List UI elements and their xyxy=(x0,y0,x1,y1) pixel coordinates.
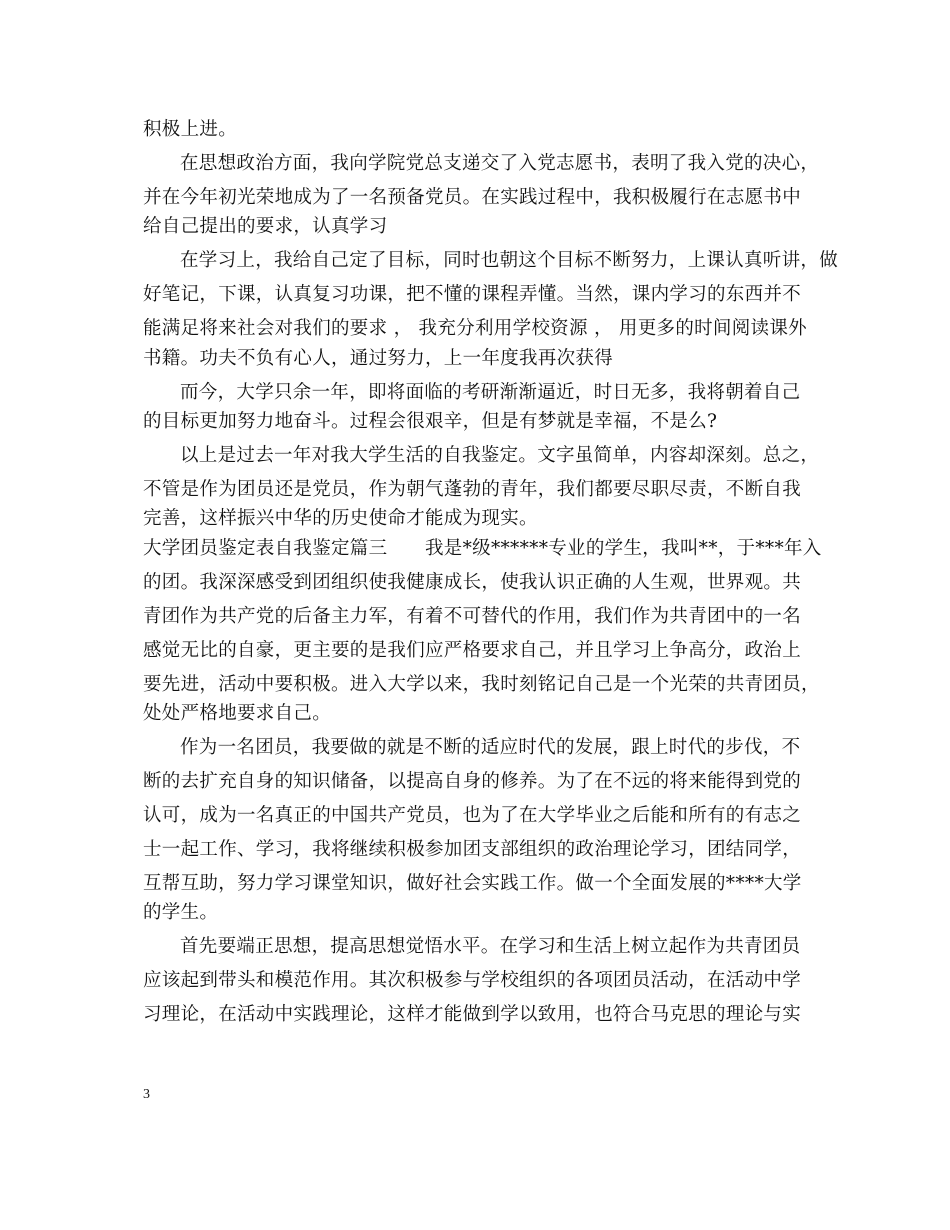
text-line: 不管是作为团员还是党员，作为朝气蓬勃的青年，我们都要尽职尽责，不断自我 xyxy=(143,479,802,501)
text-line: 的团。我深深感受到团组织使我健康成长，使我认识正确的人生观，世界观。共 xyxy=(143,571,802,593)
text-line: 完善，这样振兴中华的历史使命才能成为现实。 xyxy=(143,508,538,530)
text-line: 好笔记，下课，认真复习功课，把不懂的课程弄懂。当然，课内学习的东西并不 xyxy=(143,284,802,306)
text-line: 习理论，在活动中实践理论，这样才能做到学以致用，也符合马克思的理论与实 xyxy=(143,1004,802,1026)
text-line: 在学习上，我给自己定了目标，同时也朝这个目标不断努力，上课认真听讲，做 xyxy=(180,250,839,272)
text-line: 大学团员鉴定表自我鉴定篇三 我是*级******专业的学生，我叫**，于***年入 xyxy=(143,537,822,559)
text-line: 青团作为共产党的后备主力军，有着不可替代的作用，我们作为共青团中的一名 xyxy=(143,605,802,627)
text-line: 作为一名团员，我要做的就是不断的适应时代的发展，跟上时代的步伐，不 xyxy=(180,737,801,759)
text-line: 在思想政治方面，我向学院党总支递交了入党志愿书，表明了我入党的决心， xyxy=(180,152,820,174)
text-line: 以上是过去一年对我大学生活的自我鉴定。文字虽简单，内容却深刻。总之， xyxy=(180,445,820,467)
text-line: 书籍。功夫不负有心人，通过努力，上一年度我再次获得 xyxy=(143,347,614,369)
text-line: 处处严格地要求自己。 xyxy=(143,703,332,725)
text-line: 能满足将来社会对我们的要求 ， 我充分利用学校资源 ， 用更多的时间阅读课外 xyxy=(143,318,807,340)
text-line: 士一起工作、学习，我将继续积极参加团支部组织的政治理论学习，团结同学， xyxy=(143,839,802,861)
text-line: 断的去扩充自身的知识储备，以提高自身的修养。为了在不远的将来能得到党的 xyxy=(143,771,802,793)
text-line: 感觉无比的自豪，更主要的是我们应严格要求自己，并且学习上争高分，政治上 xyxy=(143,639,802,661)
text-line: 积极上进。 xyxy=(143,119,238,140)
text-line: 要先进，活动中要积极。进入大学以来，我时刻铭记自己是一个光荣的共青团员， xyxy=(143,673,820,695)
text-line: 的目标更加努力地奋斗。过程会很艰辛，但是有梦就是幸福，不是么? xyxy=(143,411,718,433)
text-line: 给自己提出的要求，认真学习 xyxy=(143,216,388,238)
page-number: 3 xyxy=(143,1087,150,1102)
document-body xyxy=(143,115,839,1030)
text-line: 首先要端正思想，提高思想觉悟水平。在学习和生活上树立起作为共青团员 xyxy=(180,936,801,958)
text-line: 而今，大学只余一年，即将面临的考研渐渐逼近，时日无多，我将朝着自己 xyxy=(180,381,801,403)
text-line: 的学生。 xyxy=(143,902,219,924)
text-line: 认可，成为一名真正的中国共产党员，也为了在大学毕业之后能和所有的有志之 xyxy=(143,805,802,827)
text-line: 互帮互助，努力学习课堂知识，做好社会实践工作。做一个全面发展的****大学 xyxy=(143,873,802,895)
text-line: 应该起到带头和模范作用。其次积极参与学校组织的各项团员活动，在活动中学 xyxy=(143,970,802,992)
text-line: 并在今年初光荣地成为了一名预备党员。在实践过程中，我积极履行在志愿书中 xyxy=(143,186,802,208)
